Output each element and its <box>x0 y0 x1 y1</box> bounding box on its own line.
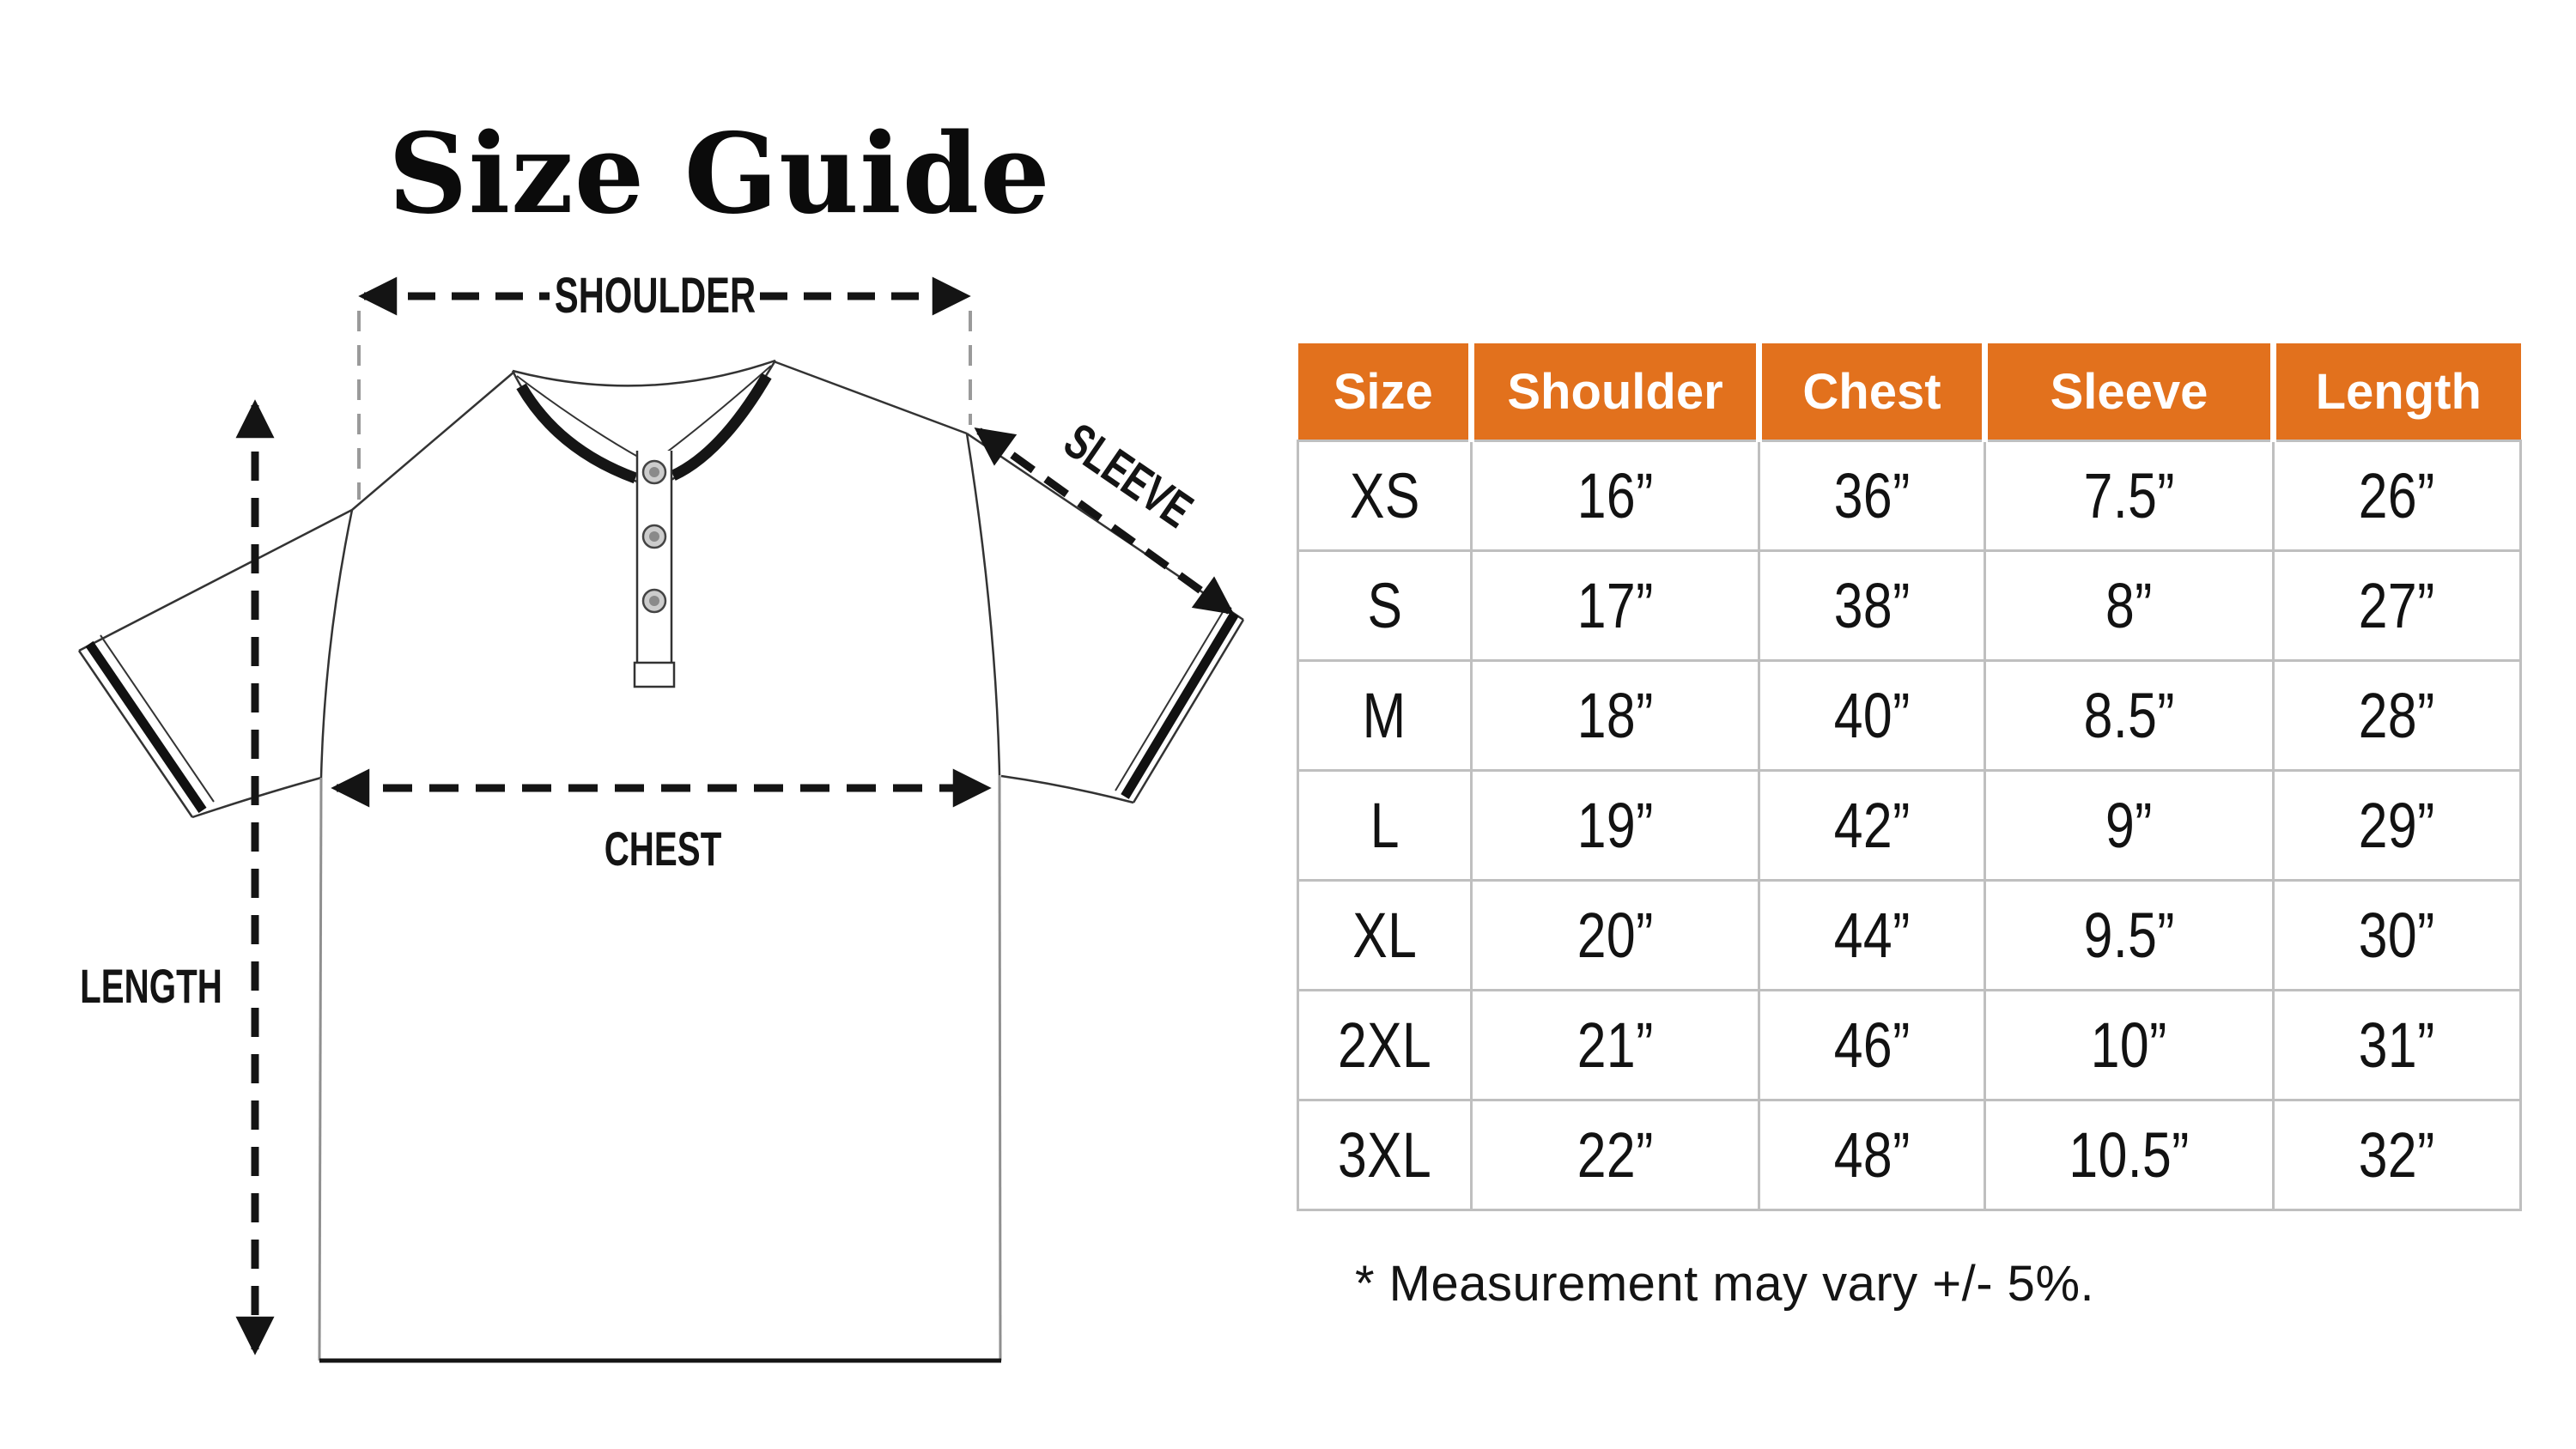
header-sleeve: Sleeve <box>1985 343 2274 441</box>
page-title: Size Guide <box>388 110 1051 239</box>
cell-sleeve: 10” <box>2091 1009 2167 1081</box>
length-label: LENGTH <box>80 960 222 1014</box>
armhole-right <box>967 433 999 775</box>
cell-chest: 38” <box>1833 570 1911 641</box>
cell-chest: 36” <box>1833 460 1911 531</box>
cell-sleeve: 7.5” <box>2083 460 2175 531</box>
cell-sleeve: 10.5” <box>2069 1119 2190 1191</box>
cell-size: XL <box>1352 900 1418 971</box>
table-header-row <box>1298 343 2521 441</box>
cell-length: 29” <box>2359 790 2435 861</box>
header-chest: Chest <box>1759 343 1985 441</box>
cell-length: 31” <box>2359 1009 2435 1081</box>
cell-chest: 44” <box>1833 900 1911 971</box>
cell-sleeve: 8.5” <box>2083 680 2175 751</box>
shoulder-seam-right <box>774 361 967 433</box>
cell-chest: 40” <box>1833 680 1911 751</box>
cell-size: S <box>1367 570 1402 641</box>
placket <box>635 451 674 687</box>
cell-chest: 48” <box>1833 1119 1911 1191</box>
shoulder-label: SHOULDER <box>554 267 756 324</box>
cell-size: 3XL <box>1337 1119 1432 1191</box>
cell-size: L <box>1370 790 1400 861</box>
shoulder-seam-left <box>352 372 514 510</box>
cell-shoulder: 21” <box>1577 1009 1654 1081</box>
cell-shoulder: 16” <box>1577 460 1654 531</box>
size-table <box>1297 343 2522 1211</box>
header-shoulder: Shoulder <box>1472 343 1759 441</box>
left-sleeve <box>79 510 352 817</box>
size-table-section <box>1297 343 2519 1211</box>
cell-length: 27” <box>2359 570 2435 641</box>
table-row <box>1298 441 2521 551</box>
table-row <box>1298 881 2521 991</box>
sleeve-label: SLEEVE <box>1054 411 1203 539</box>
table-row <box>1298 661 2521 771</box>
cell-shoulder: 22” <box>1577 1119 1654 1191</box>
header-size: Size <box>1298 343 1472 441</box>
header-length: Length <box>2274 343 2521 441</box>
footnote: * Measurement may vary +/- 5%. <box>1355 1256 2095 1312</box>
cell-length: 30” <box>2359 900 2435 971</box>
table-row <box>1298 551 2521 661</box>
cell-sleeve: 9.5” <box>2083 900 2175 971</box>
cell-size: M <box>1363 680 1406 751</box>
cell-sleeve: 9” <box>2105 790 2153 861</box>
chest-label: CHEST <box>604 822 722 876</box>
cell-size: 2XL <box>1337 1009 1432 1081</box>
table-row <box>1298 771 2521 881</box>
cell-sleeve: 8” <box>2105 570 2153 641</box>
cell-shoulder: 17” <box>1577 570 1654 641</box>
cell-shoulder: 20” <box>1577 900 1654 971</box>
cell-length: 32” <box>2359 1119 2435 1191</box>
table-row <box>1298 991 2521 1100</box>
table-row <box>1298 1100 2521 1210</box>
cell-chest: 46” <box>1833 1009 1911 1081</box>
cell-size: XS <box>1349 460 1420 531</box>
cell-chest: 42” <box>1833 790 1911 861</box>
armhole-left <box>321 510 352 778</box>
cell-length: 28” <box>2359 680 2435 751</box>
cell-shoulder: 19” <box>1577 790 1654 861</box>
cell-length: 26” <box>2359 460 2435 531</box>
cell-shoulder: 18” <box>1577 680 1654 751</box>
